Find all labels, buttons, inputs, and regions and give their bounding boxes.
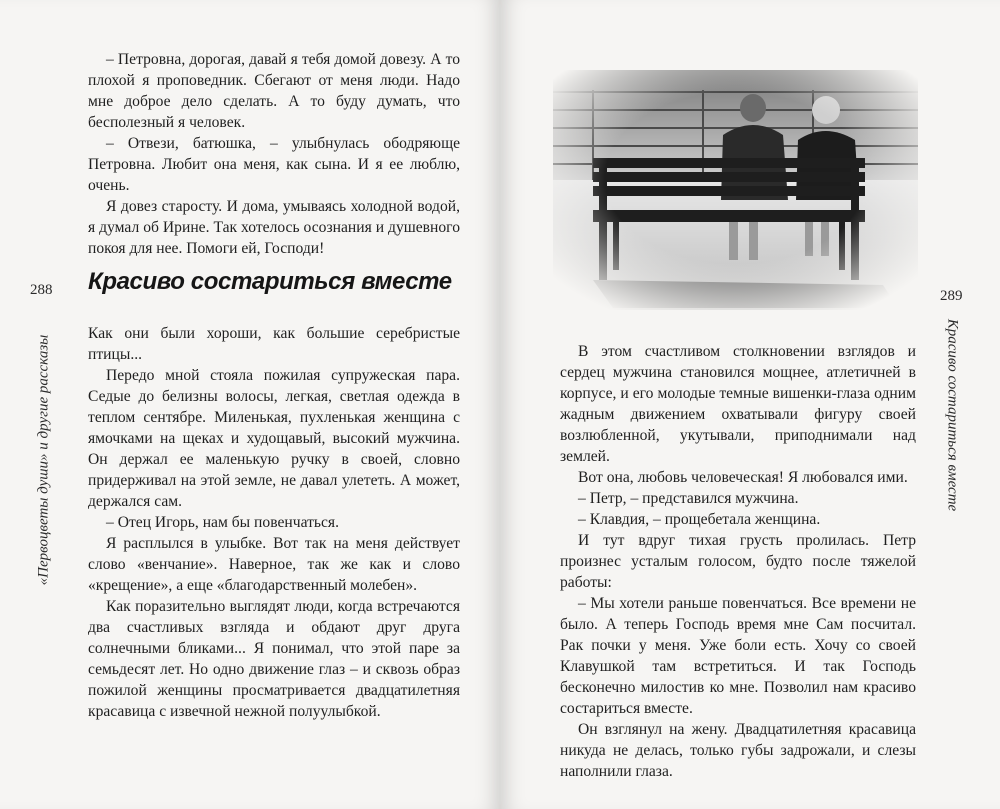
paragraph: – Петр, – представился мужчина. xyxy=(578,490,799,507)
paragraph: Я расплылся в улыбке. Вот так на меня действует слово «венчание». Наверное, так же как и слово «крещение», а еще «благодарственный молебен». xyxy=(88,535,460,594)
left-page-number: 288 xyxy=(30,282,53,298)
paragraph: – Клавдия, – прощебетала женщина. xyxy=(578,511,821,528)
paragraph: Как они были хороши, как большие серебристые птицы... xyxy=(88,325,460,363)
paragraph: – Отец Игорь, нам бы повенчаться. xyxy=(106,514,340,531)
paragraph: Я довез старосту. И дома, умываясь холодной водой, я думал об Ирине. Так хотелось осознания и душевного покоя для нее. Помоги ей, Господи! xyxy=(88,198,460,257)
paragraph: – Мы хотели раньше повенчаться. Все времени не было. А теперь Господь время мне Сам посчитал. Рак почки у меня. Уже боли есть. Хочу со своей Клавушкой там встретиться. И так Господь бесконечно милостив ко мне. Позволил нам красиво состариться вместе. xyxy=(560,595,916,717)
paragraph: В этом счастливом столкновении взглядов и сердец мужчина становился мощнее, атлетичней в корпусе, и его молодые темные вишенки-глаза одним жадным движением охватывали фигуру своей возлюбленной, укутывали, приподнимали над землей. xyxy=(560,343,916,465)
elderly-couple-on-bench-photo xyxy=(553,70,918,310)
left-running-head: «Первоцветы души» и другие рассказы xyxy=(35,334,52,586)
paragraph: Он взглянул на жену. Двадцатилетняя красавица никуда не делась, только губы задрожали, и слезы наполнили глаза. xyxy=(560,721,916,780)
paragraph: Передо мной стояла пожилая супружеская пара. Седые до белизны волосы, легкая, светлая одежда в теплом сентябре. Миленькая, пухленькая женщина с ямочками на щеках и худощавый, высокий мужчина. Он держал ее маленькую ручку в своей, словно придерживал на этой земле, не давал улететь. А может, держался сам. xyxy=(88,367,460,510)
paragraph: Вот она, любовь человеческая! Я любовался ими. xyxy=(578,469,908,486)
paragraph: И тут вдруг тихая грусть пролилась. Петр произнес усталым голосом, будто после тяжелой работы: xyxy=(560,532,916,591)
right-running-head: Красиво состариться вместе xyxy=(944,318,961,512)
left-top-text xyxy=(88,49,460,259)
paragraph: Как поразительно выглядят люди, когда встречаются два счастливых взгляда и обдают друг друга солнечными бликами... Я понимал, что этой паре за семьдесят лет. Но одно движение глаз – и сквозь образ пожилой женщины просматривается двадцатилетняя красавица с извечной нежной полуулыбкой. xyxy=(88,598,460,720)
paragraph: – Петровна, дорогая, давай я тебя домой довезу. А то плохой я проповедник. Сбегают от меня люди. Надо мне доброе дело сделать. А то буду думать, что бесполезный я человек. xyxy=(88,51,460,131)
paragraph: – Отвези, батюшка, – улыбнулась ободряюще Петровна. Любит она меня, как сына. И я ее люблю, очень. xyxy=(88,135,460,194)
right-page-number: 289 xyxy=(940,288,963,304)
section-title: Красиво состариться вместе xyxy=(88,268,452,295)
right-text xyxy=(560,341,916,782)
left-bottom-text xyxy=(88,323,460,722)
